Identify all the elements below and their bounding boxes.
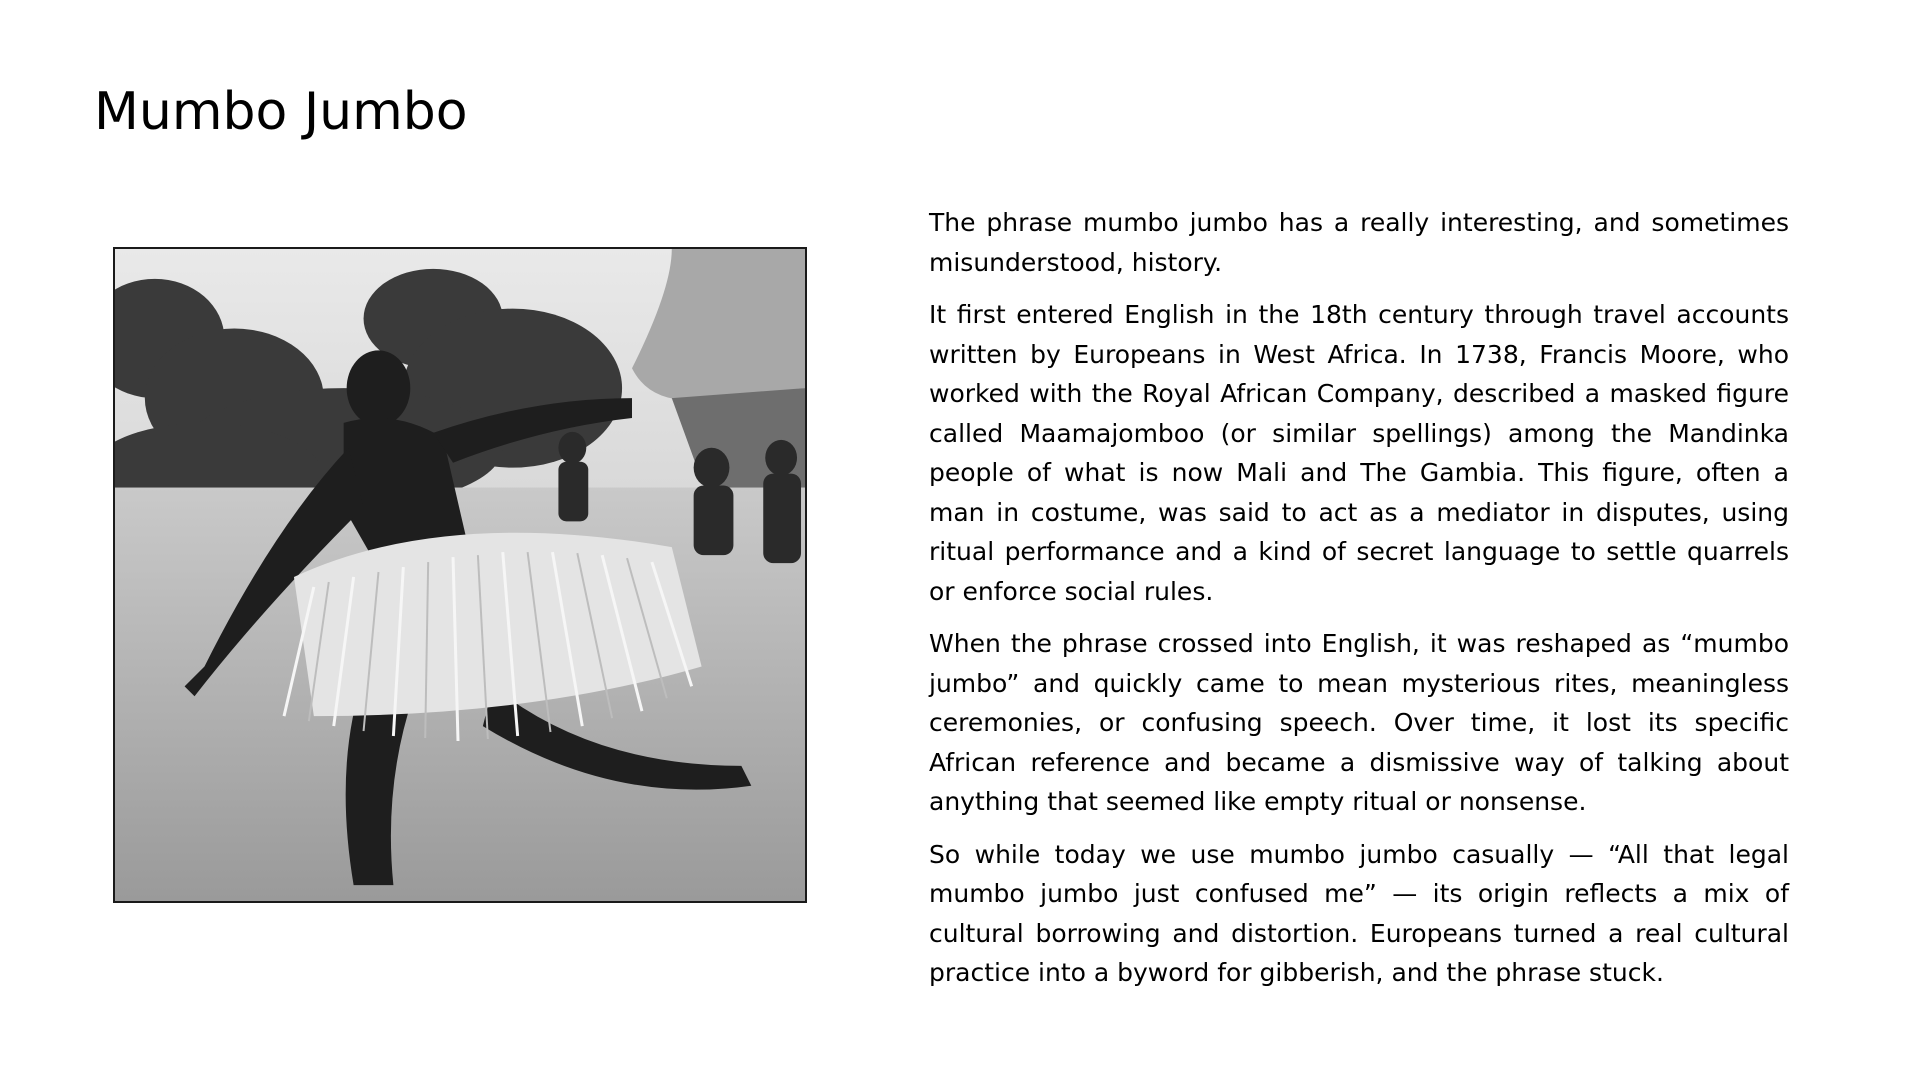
slide-title: Mumbo Jumbo — [94, 82, 468, 142]
paragraph-conclusion: So while today we use mumbo jumbo casually — “All that legal mumbo jumbo just confused me” — its origin reflects a mix of cultural borrowing and distortion. Europeans turned a real cultural practice into a byword for gibberish, and the phrase stuck. — [929, 839, 1789, 987]
dancer-photo-illustration — [115, 249, 805, 901]
paragraph-origin: It first entered English in the 18th century through travel accounts written by Europeans in West Africa. In 1738, Francis Moore, who worked with the Royal African Company, described a masked figure called Maamajomboo (or similar spellings) among the Mandinka people of what is now Mali and The Gambia. This figure, often a man in costume, was said to act as a mediator in disputes, using ritual performance and a kind of secret language to settle quarrels or enforce social rules. — [929, 300, 1789, 606]
paragraph-english-usage: When the phrase crossed into English, it was reshaped as “mumbo jumbo” and quickly came to mean mysterious rites, meaningless ceremonies, or confusing speech. Over time, it lost its specific African reference and became a dismissive way of talking about anything that seemed like empty ritual or nonsense. — [929, 629, 1789, 816]
paragraph-intro: The phrase mumbo jumbo has a really interesting, and sometimes misunderstood, history. — [929, 208, 1789, 277]
dancer-photo — [113, 247, 807, 903]
article-body — [929, 203, 1789, 1006]
